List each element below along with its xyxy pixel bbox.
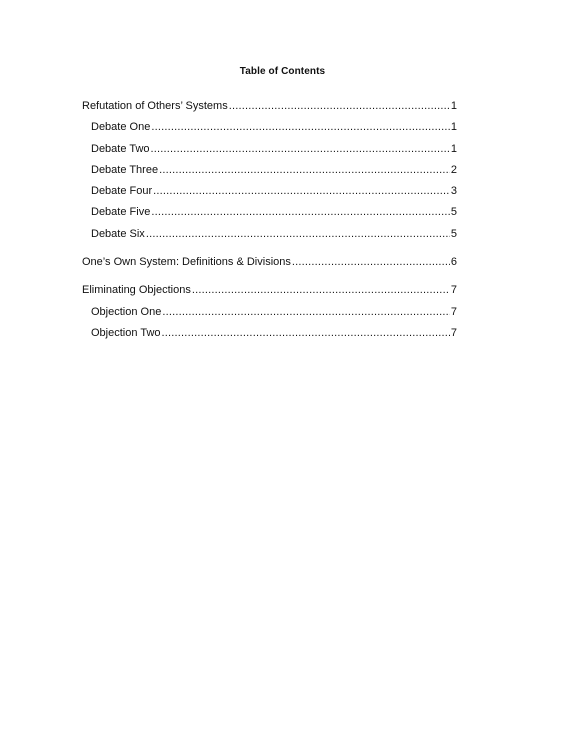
toc-entry-debate-one [82,117,457,138]
dot-leader [146,224,450,245]
dot-leader [162,323,450,344]
toc-entry-page-number: 1 [450,142,457,155]
toc-title: Table of Contents [239,66,326,77]
toc-entry-page-number: 7 [450,305,457,318]
toc-entry-label: Debate Six [91,227,145,240]
toc-entry-page-number: 5 [450,227,457,240]
dot-leader [229,96,450,117]
toc-entry-label: Debate Five [91,206,151,219]
toc-entry-debate-two [82,139,457,160]
toc-entry-label: One’s Own System: Definitions & Divisions [82,256,291,269]
toc-entry-label: Objection One [91,305,162,318]
toc-entry-debate-three [82,160,457,181]
toc-entry-page-number: 7 [450,284,457,297]
toc-entry-refutation-of-others-systems [82,96,457,117]
toc-entry-objection-two [82,323,457,344]
dot-leader [151,202,450,223]
toc-entry-label: Refutation of Others’ Systems [82,100,228,112]
toc-entry-page-number: 5 [450,206,457,219]
dot-leader [159,160,450,181]
dot-leader [153,181,450,202]
dot-leader [151,139,450,160]
toc-entry-debate-six [82,224,457,245]
toc-entry-ones-own-system [82,252,457,273]
dot-leader [162,302,450,323]
toc-entry-label: Eliminating Objections [82,284,191,297]
toc-entry-label: Objection Two [91,326,161,339]
dot-leader [292,252,450,273]
toc-entry-debate-four [82,181,457,202]
toc-entry-objection-one [82,302,457,323]
toc-entry-eliminating-objections [82,280,457,301]
dot-leader [151,117,450,138]
toc-entry-page-number: 3 [450,185,457,198]
table-of-contents [82,96,457,344]
toc-entry-label: Debate Three [91,163,159,176]
toc-entry-label: Debate Two [91,142,150,155]
toc-entry-label: Debate One [91,121,151,134]
toc-entry-page-number: 2 [450,163,457,176]
toc-entry-page-number: 6 [450,256,457,269]
toc-entry-label: Debate Four [91,185,153,198]
toc-entry-debate-five [82,202,457,223]
toc-entry-page-number: 7 [450,326,457,339]
toc-entry-page-number: 1 [450,100,457,112]
toc-entry-page-number: 1 [450,121,457,134]
dot-leader [192,280,450,301]
